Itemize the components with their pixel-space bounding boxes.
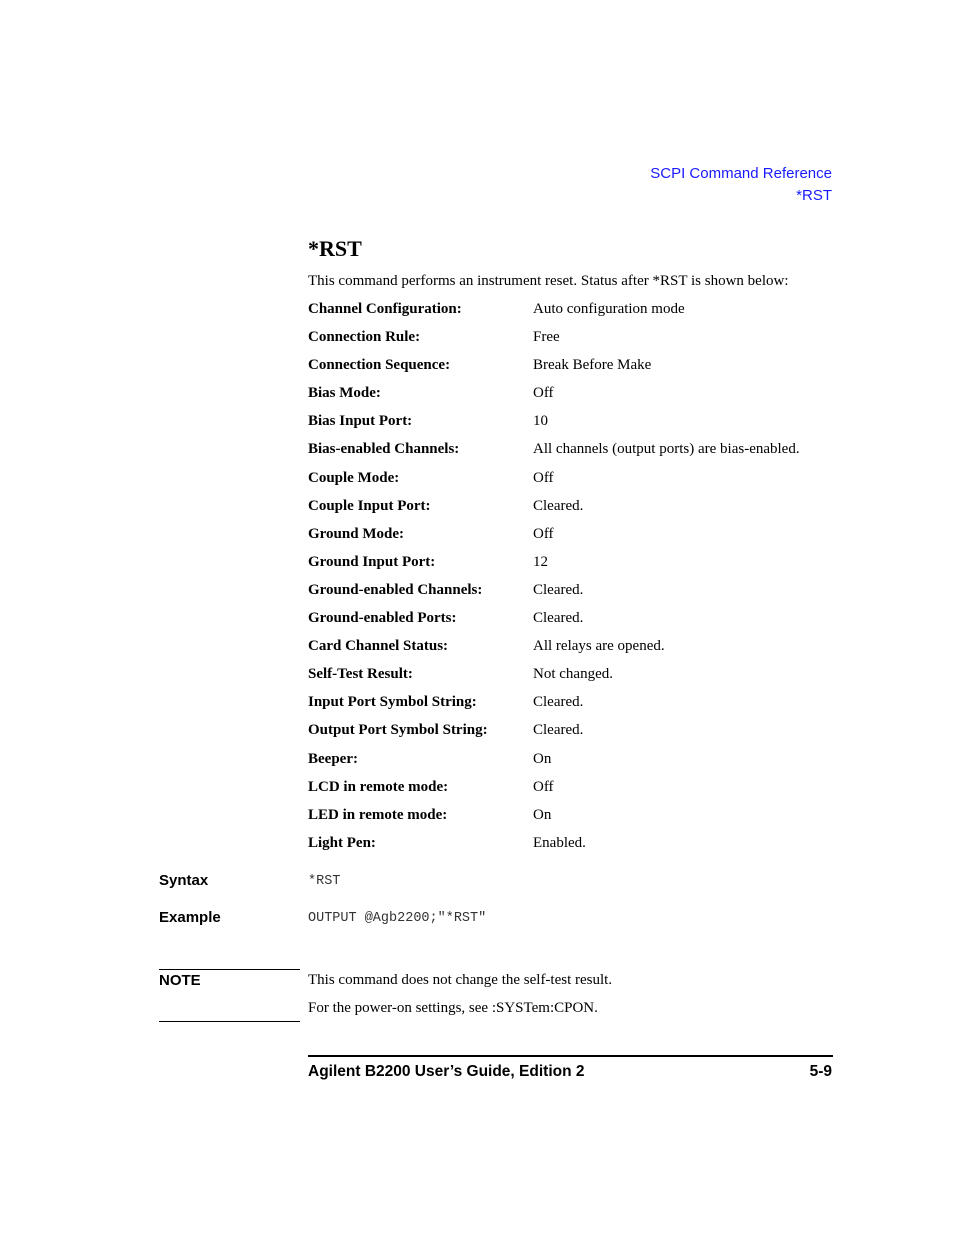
status-label: Bias-enabled Channels: (308, 441, 460, 458)
status-row (308, 722, 838, 750)
status-row (308, 751, 838, 779)
status-value: Cleared. (533, 581, 584, 598)
status-value: 12 (533, 553, 548, 570)
status-label: Connection Sequence: (308, 357, 451, 374)
status-row (308, 413, 838, 441)
status-value: Auto configuration mode (533, 301, 685, 317)
status-value: Off (533, 385, 554, 402)
status-value: All relays are opened. (533, 638, 665, 655)
status-value: Cleared. (533, 694, 584, 711)
example-code: OUTPUT @Agb2200;"*RST" (308, 911, 487, 926)
status-label: Bias Input Port: (308, 413, 413, 430)
status-label: Card Channel Status: (308, 638, 449, 655)
note-line-1: This command does not change the self-test result. (308, 972, 613, 988)
syntax-label: Syntax (159, 872, 209, 889)
status-value: Off (533, 525, 554, 542)
status-row (308, 694, 838, 722)
status-label: Light Pen: (308, 834, 376, 851)
status-row (308, 807, 838, 835)
status-value: Not changed. (533, 666, 613, 683)
footer-title: Agilent B2200 User’s Guide, Edition 2 (308, 1063, 585, 1080)
status-label: Ground-enabled Ports: (308, 610, 457, 627)
footer-page-number: 5-9 (809, 1063, 832, 1080)
note-rule-top (159, 969, 300, 970)
status-row (308, 441, 838, 469)
status-value: Break Before Make (533, 357, 652, 374)
status-value: On (533, 750, 552, 767)
status-label: Output Port Symbol String: (308, 722, 488, 739)
footer-rule (308, 1055, 833, 1057)
status-row (308, 385, 838, 413)
status-row (308, 301, 838, 329)
note-line-2: For the power-on settings, see :SYSTem:CPON. (308, 1000, 598, 1016)
example-label: Example (159, 909, 221, 926)
note-rule-bottom (159, 1021, 300, 1022)
status-row (308, 498, 838, 526)
status-row (308, 666, 838, 694)
status-value: Off (533, 469, 554, 486)
status-value: Off (533, 778, 554, 795)
status-row (308, 329, 838, 357)
status-row (308, 835, 838, 863)
status-value: All channels (output ports) are bias-enabled. (533, 441, 800, 458)
status-label: Beeper: (308, 750, 358, 767)
status-row (308, 470, 838, 498)
status-label: Couple Input Port: (308, 497, 431, 514)
status-row (308, 526, 838, 554)
status-value: Free (533, 329, 560, 346)
status-value: 10 (533, 413, 548, 430)
status-row (308, 582, 838, 610)
page-title: *RST (308, 236, 362, 261)
status-row (308, 779, 838, 807)
status-label: Channel Configuration: (308, 301, 462, 317)
status-value: Enabled. (533, 834, 586, 851)
status-row (308, 610, 838, 638)
status-value: Cleared. (533, 722, 584, 739)
status-row (308, 638, 838, 666)
status-label: Bias Mode: (308, 385, 381, 402)
running-header-section: SCPI Command Reference (650, 165, 832, 182)
status-label: LCD in remote mode: (308, 778, 449, 795)
status-label: Ground Input Port: (308, 553, 436, 570)
note-label: NOTE (159, 972, 201, 989)
status-row (308, 554, 838, 582)
running-header-command: *RST (796, 187, 832, 204)
status-label: LED in remote mode: (308, 806, 448, 823)
status-label: Ground-enabled Channels: (308, 581, 483, 598)
status-label: Connection Rule: (308, 329, 421, 346)
syntax-code: *RST (308, 874, 341, 889)
status-label: Ground Mode: (308, 525, 404, 542)
status-label: Self-Test Result: (308, 666, 413, 683)
intro-paragraph: This command performs an instrument reset. Status after *RST is shown below: (308, 273, 789, 289)
status-label: Couple Mode: (308, 469, 400, 486)
status-value: Cleared. (533, 497, 584, 514)
status-row (308, 357, 838, 385)
status-label: Input Port Symbol String: (308, 694, 477, 711)
status-value: Cleared. (533, 610, 584, 627)
status-value: On (533, 806, 552, 823)
reset-status-table (308, 301, 838, 863)
